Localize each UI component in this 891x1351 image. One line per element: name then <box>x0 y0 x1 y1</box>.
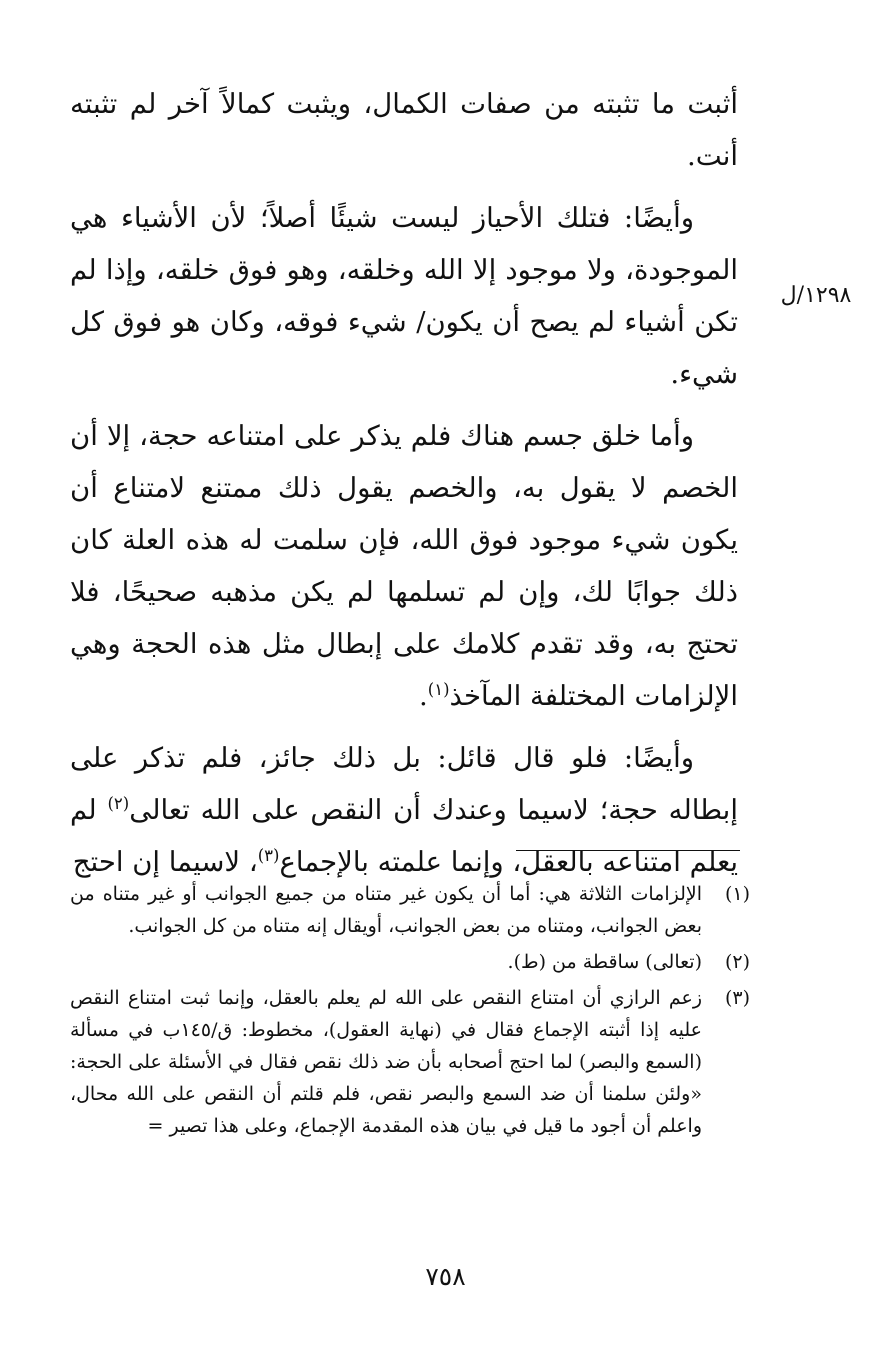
footnote-ref-1[interactable]: (١) <box>427 679 450 699</box>
manuscript-folio-note: ١٢٩٨/ل <box>780 283 852 308</box>
footnote-number: (٣) <box>724 987 750 1009</box>
footnotes-section <box>70 878 750 1146</box>
paragraph-4 <box>70 732 738 888</box>
footnote-ref-3[interactable]: (٣) <box>257 845 280 865</box>
paragraph-3-text: وأما خلق جسم هناك فلم يذكر على امتناعه حجة، إلا أن الخصم لا يقول به، والخصم يقول ذلك ممتنع لامتناع أن يكون شيء موجود فوق الله، فإن سلمت له هذه العلة كان ذلك جوابًا لك، وإن لم تسلمها لم يكن مذهبه صحيحًا، فلا تحتج به، وقد تقدم كلامك على إبطال مثل هذه الحجة وهي الإلزامات المختلفة المآخذ <box>70 420 738 712</box>
footnote-text: زعم الرازي أن امتناع النقص على الله لم يعلم بالعقل، وإنما ثبت امتناع النقص عليه إذا أثبته الإجماع فقال في (نهاية العقول)، مخطوط: ق/١٤٥ب في مسألة (السمع والبصر) لما احتج أصحابه بأن ضد ذلك نقص فقال في الأسئلة على الحجة: «ولئن سلمنا أن ضد السمع والبصر نقص، فلم قلتم أن النقص على الله محال، واعلم أن أجود ما قيل في بيان هذه المقدمة الإجماع، وعلى هذا تصير = <box>70 987 702 1137</box>
footnote-3 <box>70 982 750 1142</box>
paragraph-3 <box>70 410 738 722</box>
footnote-ref-2[interactable]: (٢) <box>107 793 130 813</box>
paragraph-3-tail: . <box>419 680 428 712</box>
footnote-divider <box>516 850 740 851</box>
footnote-text: (تعالى) ساقطة من (ط). <box>507 951 702 973</box>
footnote-number: (٢) <box>724 951 750 973</box>
page-number: ٧٥٨ <box>425 1262 466 1291</box>
footnote-1 <box>70 878 750 942</box>
paragraph-2 <box>70 192 738 400</box>
paragraph-4-part-3: ، لاسيما إن احتج <box>72 846 258 878</box>
paragraph-4-part-2: لم يعلم امتناعه بالعقل، وإنما علمته بالإجماع <box>70 794 738 878</box>
main-text-body <box>70 78 738 898</box>
paragraph-2-text: وأيضًا: فتلك الأحياز ليست شيئًا أصلاً؛ لأن الأشياء هي الموجودة، ولا موجود إلا الله وخلقه، وهو فوق خلقه، وإذا لم تكن أشياء لم يصح أن يكون/ شيء فوقه، وكان هو فوق كل شيء. <box>70 202 738 390</box>
footnote-number: (١) <box>724 883 750 905</box>
paragraph-4-part-1: وأيضًا: فلو قال قائل: بل ذلك جائز، فلم تذكر على إبطاله حجة؛ لاسيما وعندك أن النقص على الله تعالى <box>70 742 738 826</box>
paragraph-1-text: أثبت ما تثبته من صفات الكمال، ويثبت كمالاً آخر لم تثبته أنت. <box>70 88 738 172</box>
footnote-2 <box>70 946 750 978</box>
paragraph-1 <box>70 78 738 182</box>
footnote-text: الإلزامات الثلاثة هي: أما أن يكون غير متناه من جميع الجوانب أو غير متناه من بعض الجوانب، ومتناه من بعض الجوانب، أويقال إنه متناه من كل الجوانب. <box>70 883 702 937</box>
